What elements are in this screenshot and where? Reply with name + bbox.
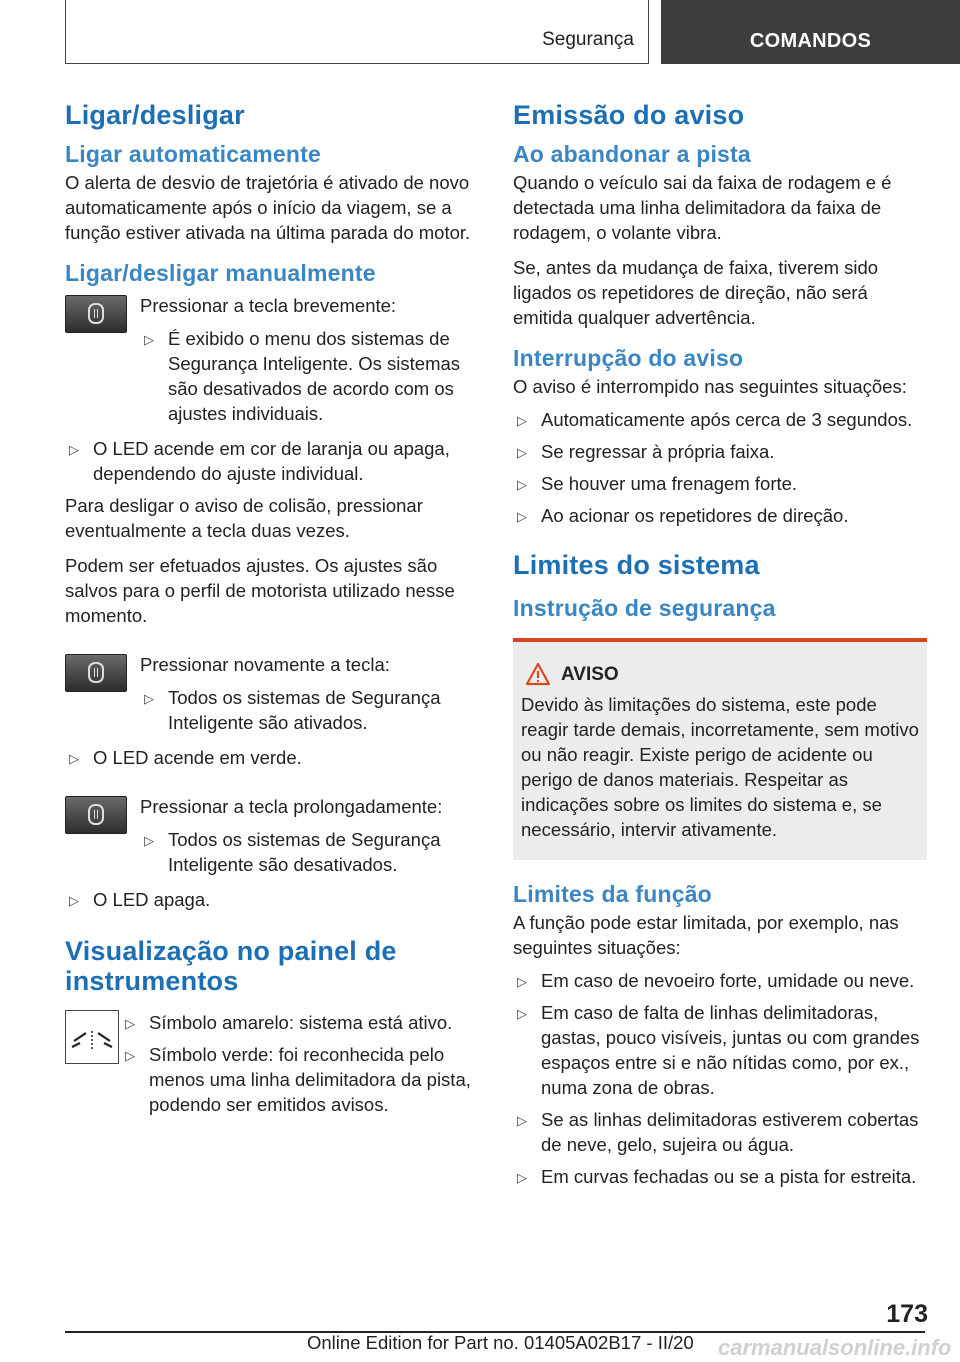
display-symbol-block xyxy=(65,1010,479,1117)
list-item: ▷ O LED acende em verde. xyxy=(65,745,479,770)
bullet-triangle-icon: ▷ xyxy=(69,442,79,457)
bullet-triangle-icon: ▷ xyxy=(69,751,79,766)
driver-assist-icon xyxy=(88,303,104,324)
paragraph-function-limits: A função pode estar limitada, por exemplo, nas seguintes situações: xyxy=(513,912,899,958)
bullet-triangle-icon: ▷ xyxy=(517,1170,527,1185)
bullet-triangle-icon: ▷ xyxy=(517,1006,527,1021)
heading-display: Visualização no painel de instrumentos xyxy=(65,936,397,996)
paragraph-collision: Para desligar o aviso de colisão, pressionar eventualmente a tecla duas vezes. xyxy=(65,495,423,541)
bullet-triangle-icon: ▷ xyxy=(144,833,154,848)
key-short-text: Pressionar a tecla brevemente: xyxy=(140,295,397,316)
heading-manual-on-off: Ligar/desligar manualmente xyxy=(65,260,376,286)
bullet-triangle-icon: ▷ xyxy=(144,691,154,706)
list-item: ▷ Em caso de nevoeiro forte, umidade ou neve. xyxy=(513,968,927,993)
list-item: ▷ Em curvas fechadas ou se a pista for estreita. xyxy=(513,1164,927,1189)
paragraph-interruption: O aviso é interrompido nas seguintes situações: xyxy=(513,376,907,397)
header-chapter-title: COMANDOS xyxy=(749,30,872,52)
heading-on-off: Ligar/desligar xyxy=(65,100,245,130)
bullet-triangle-icon: ▷ xyxy=(517,1113,527,1128)
key-long-text: Pressionar a tecla prolongadamente: xyxy=(140,796,443,817)
bullet-triangle-icon: ▷ xyxy=(517,445,527,460)
key-instruction-short xyxy=(65,293,479,426)
list-item: ▷ Símbolo verde: foi reconhecida pelo menos uma linha delimitadora da pista, podendo ser emitidos avisos. xyxy=(125,1044,471,1115)
heading-safety-instruction: Instrução de segurança xyxy=(513,595,776,621)
key-instruction-again xyxy=(65,652,479,735)
list-item: ▷ Se houver uma frenagem forte. xyxy=(513,471,927,496)
warning-box xyxy=(513,638,927,860)
bullet-triangle-icon: ▷ xyxy=(517,413,527,428)
heading-emission: Emissão do aviso xyxy=(513,100,745,130)
bullet-triangle-icon: ▷ xyxy=(144,332,154,347)
list-item: ▷ Se regressar à própria faixa. xyxy=(513,439,927,464)
heading-auto-on: Ligar automaticamente xyxy=(65,141,321,167)
warning-title: AVISO xyxy=(561,664,919,686)
paragraph-settings: Podem ser efetuados ajustes. Os ajustes são salvos para o perfil de motorista utilizado nesse momento. xyxy=(65,555,455,626)
paragraph-auto-on: O alerta de desvio de trajetória é ativado de novo automaticamente após o início da viagem, se a função estiver ativada na última parada do motor. xyxy=(65,172,471,243)
paragraph-leave-2: Se, antes da mudança de faixa, tiverem sido ligados os repetidores de direção, não será emitida qualquer advertência. xyxy=(513,257,879,328)
lane-departure-symbol-image xyxy=(65,1010,119,1064)
list-item: ▷ É exibido o menu dos sistemas de Segurança Inteligente. Os sistemas são desativados de acordo com os ajustes individuais. xyxy=(144,328,461,424)
warning-text: Devido às limitações do sistema, este pode reagir tarde demais, incorretamente, sem motivo ou não reagir. Existe perigo de acidente ou perigo de danos materiais. Respeitar as indicações sobre os limites do sistema e, se necessário, intervir ativamente. xyxy=(521,694,919,840)
list-item: ▷ Todos os sistemas de Segurança Inteligente são desativados. xyxy=(144,829,441,875)
bullet-triangle-icon: ▷ xyxy=(69,893,79,908)
list-item: ▷ Símbolo amarelo: sistema está ativo. xyxy=(121,1010,479,1035)
bullet-triangle-icon: ▷ xyxy=(517,974,527,989)
driver-assist-icon xyxy=(88,804,104,825)
driver-assist-button-image xyxy=(65,796,127,834)
driver-assist-button-image xyxy=(65,295,127,333)
list-item: ▷ Se as linhas delimitadoras estiverem cobertas de neve, gelo, sujeira ou água. xyxy=(517,1109,919,1155)
header-section-title: Segurança xyxy=(542,29,634,50)
list-item: ▷ Em caso de falta de linhas delimitadoras, gastas, pouco visíveis, juntas ou com grandes espaços entre si e não nítidas como, por ex., numa zona de obras. xyxy=(517,1002,920,1098)
right-column xyxy=(513,100,927,1196)
paragraph-leave-1: Quando o veículo sai da faixa de rodagem e é detectada uma linha delimitadora da faixa de rodagem, o volante vibra. xyxy=(513,172,892,243)
list-item: ▷ Ao acionar os repetidores de direção. xyxy=(513,503,927,528)
heading-function-limits: Limites da função xyxy=(513,881,712,907)
page-number: 173 xyxy=(886,1300,928,1328)
warning-triangle-icon xyxy=(525,662,551,686)
heading-system-limits: Limites do sistema xyxy=(513,550,760,580)
bullet-triangle-icon: ▷ xyxy=(125,1016,135,1031)
watermark: carmanualsonline.info xyxy=(718,1335,952,1360)
bullet-triangle-icon: ▷ xyxy=(125,1048,135,1063)
driver-assist-button-image xyxy=(65,654,127,692)
bullet-triangle-icon: ▷ xyxy=(517,477,527,492)
list-item: ▷ Todos os sistemas de Segurança Inteligente são ativados. xyxy=(144,687,441,733)
footer-edition: Online Edition for Part no. 01405A02B17 - II/20 xyxy=(307,1332,694,1353)
driver-assist-icon xyxy=(88,662,104,683)
key-instruction-long xyxy=(65,794,479,877)
lane-departure-icon xyxy=(66,1011,118,1063)
header-section-box xyxy=(65,0,649,64)
heading-interruption: Interrupção do aviso xyxy=(513,345,744,371)
bullet-triangle-icon: ▷ xyxy=(517,509,527,524)
key-again-text: Pressionar novamente a tecla: xyxy=(140,654,390,675)
list-item: ▷ O LED apaga. xyxy=(65,887,479,912)
list-item: ▷ Automaticamente após cerca de 3 segundos. xyxy=(513,407,927,432)
left-column xyxy=(65,100,479,1124)
heading-leave-lane: Ao abandonar a pista xyxy=(513,141,751,167)
header-chapter-box xyxy=(661,0,960,64)
list-item: ▷ O LED acende em cor de laranja ou apaga, dependendo do ajuste individual. xyxy=(69,438,450,484)
